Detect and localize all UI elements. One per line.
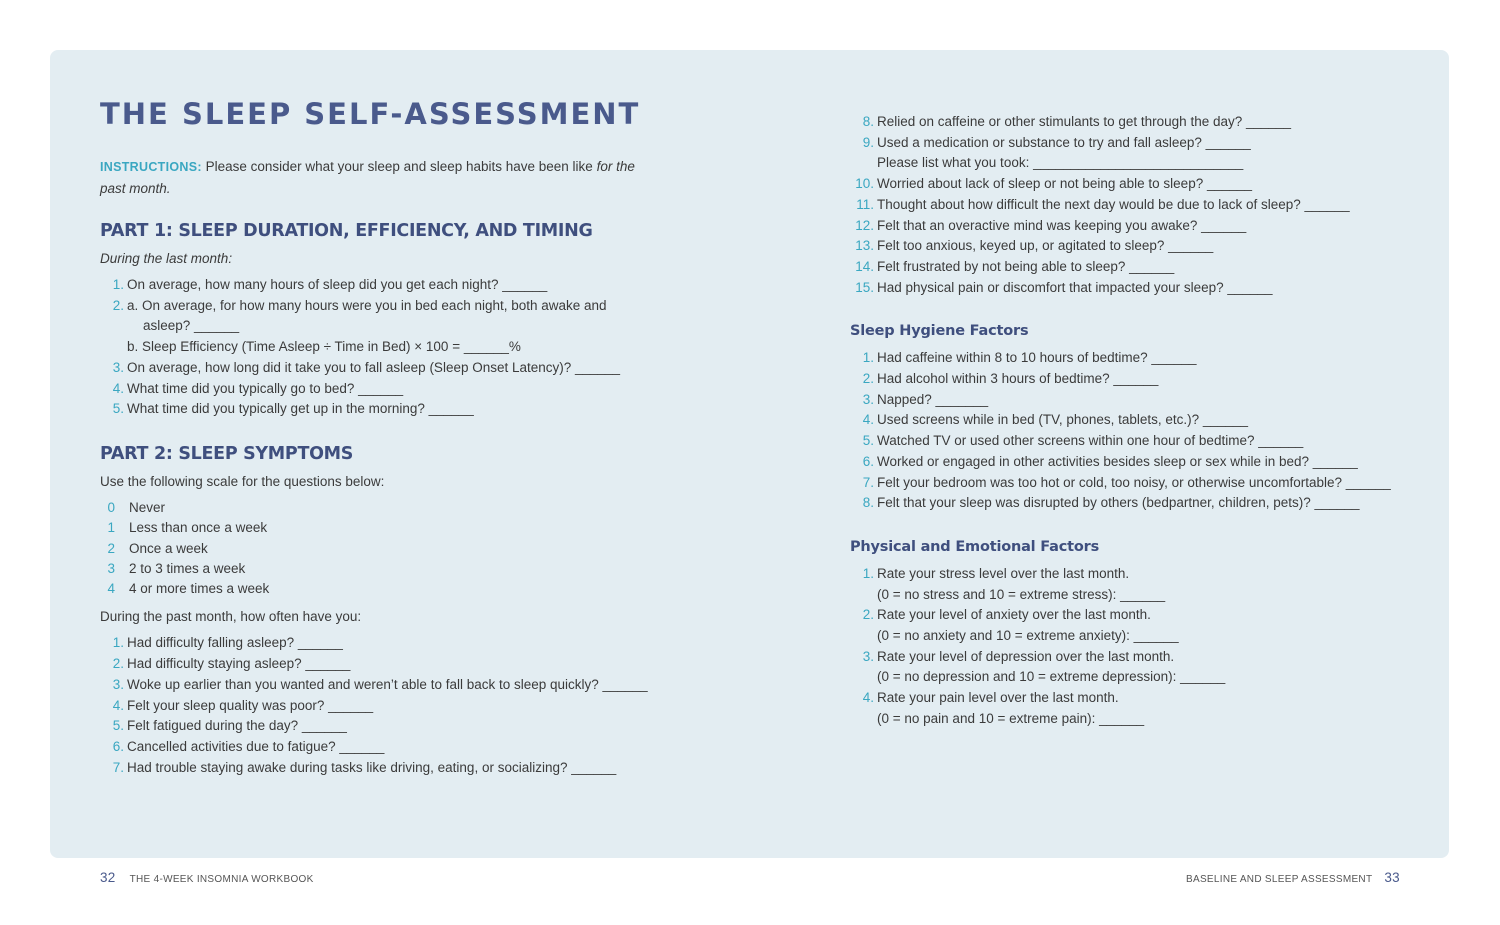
question-item: 9. Used a medication or substance to try and fall asleep? ______ Please list what you took: ____________________________ (850, 133, 1430, 174)
instructions-text: Please consider what your sleep and sleep habits have been like (201, 159, 597, 174)
question-item: 11. Thought about how difficult the next day would be due to lack of sleep? ______ (856, 196, 1350, 212)
question-item: 1. Had difficulty falling asleep? ______ (112, 635, 343, 651)
question-item: 3. Woke up earlier than you wanted and weren’t able to fall back to sleep quickly? ______ (112, 676, 648, 692)
hygiene-item: 4. Used screens while in bed (TV, phones, tablets, etc.)? ______ (862, 412, 1248, 428)
question-item: 5. What time did you typically get up in the morning? ______ (112, 401, 474, 417)
scale-intro: Use the following scale for the questions below: (100, 473, 385, 489)
physical-item: 3. Rate your level of depression over the last month. (0 = no depression and 10 = extreme depression): ______ (862, 648, 1226, 685)
instructions (100, 156, 640, 199)
question-item: 4. Felt your sleep quality was poor? ______ (112, 697, 374, 713)
scale-item: 4 4 or more times a week (107, 581, 270, 597)
part2-questions-continued (850, 112, 1430, 298)
hygiene-item: 5. Watched TV or used other screens within one hour of bedtime? ______ (862, 433, 1304, 449)
footer-right (1186, 870, 1400, 885)
question-item: 5. Felt fatigued during the day? ______ (112, 718, 347, 734)
part1-intro: During the last month: (100, 251, 233, 266)
question-item: 12. Felt that an overactive mind was keeping you awake? ______ (855, 217, 1247, 233)
hygiene-item: 7. Felt your bedroom was too hot or cold, too noisy, or otherwise uncomfortable? ______ (862, 474, 1391, 490)
page-number-right: 33 (1384, 870, 1400, 885)
scale-list (100, 498, 720, 599)
part2-questions (100, 633, 720, 778)
footer-right-title: BASELINE AND SLEEP ASSESSMENT (1186, 874, 1373, 885)
footer-left (100, 870, 314, 885)
page-number-left: 32 (100, 870, 116, 885)
physical-item: 1. Rate your stress level over the last month. (0 = no stress and 10 = extreme stress): ______ (862, 565, 1166, 602)
footer-left-title: THE 4-WEEK INSOMNIA WORKBOOK (129, 874, 314, 885)
part1-questions (100, 275, 720, 420)
scale-item: 3 2 to 3 times a week (107, 560, 246, 576)
hygiene-item: 6. Worked or engaged in other activities besides sleep or sex while in bed? ______ (862, 453, 1358, 469)
physical-item: 4. Rate your pain level over the last month. (0 = no pain and 10 = extreme pain): ______ (862, 690, 1145, 726)
question-item: 3. On average, how long did it take you to fall asleep (Sleep Onset Latency)? ______ (112, 359, 621, 375)
question-item: 2. a. On average, for how many hours were you in bed each night, both awake and asleep? ______ b. Sleep Efficiency (Time Asleep ÷ Time in Bed) × 100 = ______% (100, 296, 720, 358)
q9-line1: Used a medication or substance to try and fall asleep? ______ (877, 134, 1251, 150)
page-title: THE SLEEP SELF-ASSESSMENT (100, 97, 641, 131)
q9-line2: Please list what you took: ____________________________ (877, 155, 1244, 171)
hygiene-item: 3. Napped? _______ (862, 391, 989, 407)
question-item: 1. On average, how many hours of sleep did you get each night? ______ (112, 277, 548, 292)
scale-item: 0 Never (107, 499, 166, 515)
physical-heading: Physical and Emotional Factors (850, 538, 1100, 555)
q2a-line2: asleep? ______ (143, 318, 240, 334)
part2-heading: PART 2: SLEEP SYMPTOMS (100, 443, 354, 464)
physical-item: 2. Rate your level of anxiety over the last month. (0 = no anxiety and 10 = extreme anxiety): ______ (862, 607, 1179, 644)
hygiene-list (850, 348, 1430, 514)
question-item: 13. Felt too anxious, keyed up, or agitated to sleep? ______ (855, 238, 1214, 254)
physical-list (850, 564, 1430, 730)
right-column (850, 112, 1430, 730)
q2b: b. Sleep Efficiency (Time Asleep ÷ Time in Bed) × 100 = ______% (127, 339, 521, 355)
q2a-line1: a. On average, for how many hours were you in bed each night, both awake and (127, 297, 607, 313)
hygiene-item: 2. Had alcohol within 3 hours of bedtime? ______ (862, 371, 1159, 387)
left-column (100, 96, 720, 778)
question-item: 2. Had difficulty staying asleep? ______ (112, 656, 351, 672)
question-item: 6. Cancelled activities due to fatigue? ______ (112, 738, 385, 754)
question-item: 14. Felt frustrated by not being able to sleep? ______ (855, 258, 1175, 274)
hygiene-item: 1. Had caffeine within 8 to 10 hours of bedtime? ______ (862, 350, 1197, 366)
question-item: 15. Had physical pain or discomfort that impacted your sleep? ______ (855, 279, 1273, 295)
hygiene-heading: Sleep Hygiene Factors (850, 323, 1029, 340)
question-item: 10. Worried about lack of sleep or not being able to sleep? ______ (855, 176, 1253, 192)
question-intro: During the past month, how often have you: (100, 609, 362, 625)
question-item: 4. What time did you typically go to bed? ______ (112, 380, 404, 396)
instructions-emphasis: for the past month. (100, 159, 635, 196)
question-item: 7. Had trouble staying awake during tasks like driving, eating, or socializing? ______ (112, 759, 617, 775)
question-item: 8. Relied on caffeine or other stimulants to get through the day? ______ (862, 114, 1292, 129)
instructions-label: INSTRUCTIONS: (100, 160, 202, 174)
hygiene-item: 8. Felt that your sleep was disrupted by others (bedpartner, children, pets)? ______ (862, 495, 1360, 511)
scale-item: 2 Once a week (107, 540, 208, 556)
scale-item: 1 Less than once a week (107, 520, 268, 536)
part1-heading: PART 1: SLEEP DURATION, EFFICIENCY, AND TIMING (100, 221, 593, 241)
